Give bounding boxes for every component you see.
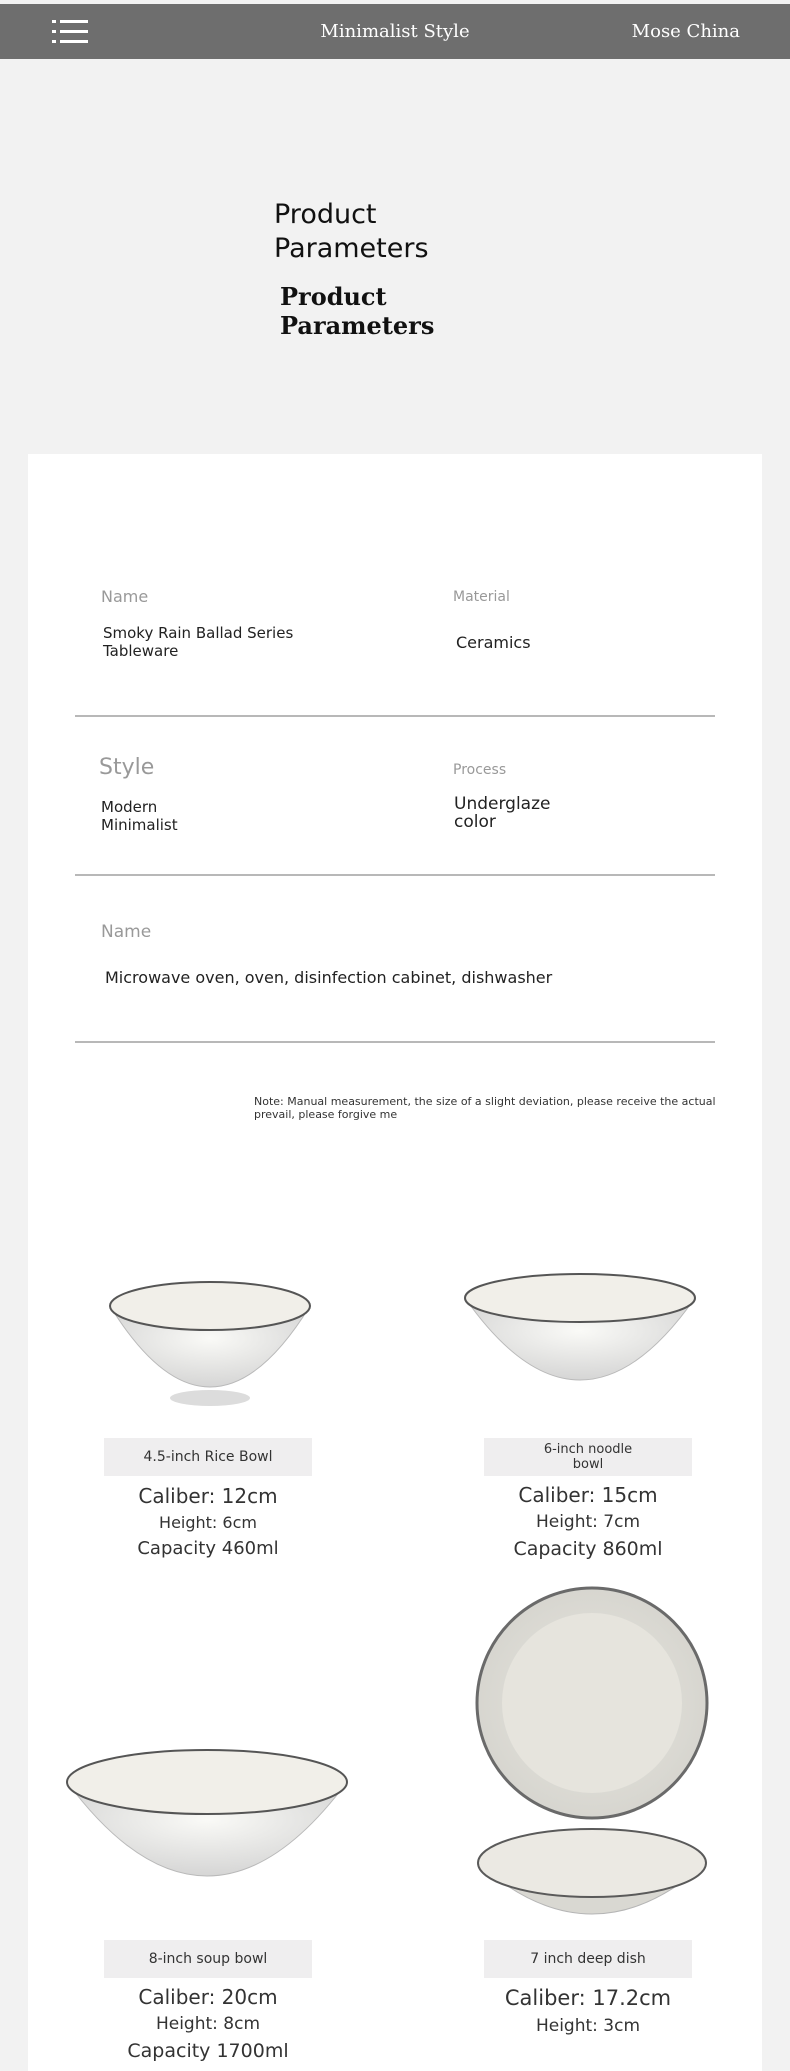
- style-value-line1: Modern: [101, 798, 158, 816]
- divider: [75, 874, 715, 876]
- process-label: Process: [453, 762, 507, 778]
- name-value-line2: Tableware: [103, 642, 179, 660]
- product-specs-rice-bowl: [104, 1482, 312, 1562]
- product-specs-deep-dish: [484, 1983, 692, 2039]
- height-text: Height: 6cm: [159, 1513, 257, 1532]
- rice-bowl-image: [100, 1268, 320, 1428]
- height-text: Height: 7cm: [535, 1512, 641, 1532]
- process-value-line1: Underglaze: [454, 794, 551, 814]
- product-specs-soup-bowl: [104, 1983, 312, 2065]
- tag-line2: bowl: [572, 1457, 604, 1472]
- caliber-text: Caliber: 17.2cm: [504, 1986, 672, 2010]
- caliber-text: Caliber: 20cm: [138, 1985, 278, 2009]
- soup-bowl-image: [62, 1740, 352, 1910]
- name-value-line1: Smoky Rain Ballad Series: [103, 624, 294, 642]
- divider: [75, 1041, 715, 1043]
- hero-title: [274, 198, 494, 266]
- name-label: Name: [101, 587, 149, 606]
- hero-subtitle: Product Parameters: [280, 282, 435, 340]
- product-tag-noodle-bowl: [484, 1438, 692, 1476]
- page-title: Minimalist Style: [320, 21, 470, 42]
- capacity-text: Capacity 1700ml: [127, 2040, 289, 2062]
- menu-list-icon[interactable]: [52, 19, 88, 45]
- product-tag-soup-bowl: 8-inch soup bowl: [104, 1940, 312, 1978]
- process-value-line2: color: [454, 812, 496, 832]
- deep-dish-image: [470, 1585, 720, 1925]
- note-line1: Note: Manual measurement, the size of a slight deviation, please receive the actual: [254, 1095, 716, 1108]
- height-text: Height: 8cm: [155, 2014, 261, 2034]
- usage-value: Microwave oven, oven, disinfection cabinet, dishwasher: [105, 968, 553, 987]
- process-value: [454, 795, 550, 831]
- material-value: Ceramics: [456, 633, 531, 652]
- note-line2: prevail, please forgive me: [254, 1108, 398, 1121]
- hero-title-line2: Parameters: [274, 233, 429, 264]
- product-tag-rice-bowl: 4.5-inch Rice Bowl: [104, 1438, 312, 1476]
- height-text: Height: 3cm: [535, 2016, 641, 2036]
- product-tag-deep-dish: 7 inch deep dish: [484, 1940, 692, 1978]
- style-label: Style: [99, 755, 155, 780]
- tag-line1: 6-inch noodle: [543, 1442, 633, 1457]
- hero-title-line1: Product: [274, 199, 377, 230]
- style-value: [101, 798, 178, 834]
- top-bar: [0, 4, 790, 59]
- divider: [75, 715, 715, 717]
- capacity-text: Capacity 860ml: [513, 1538, 663, 1560]
- brand-link[interactable]: Mose China: [631, 21, 740, 42]
- capacity-text: Capacity 460ml: [137, 1538, 279, 1559]
- product-specs-noodle-bowl: [484, 1481, 692, 1563]
- noodle-bowl-image: [460, 1262, 700, 1412]
- measurement-note: [254, 1095, 724, 1121]
- caliber-text: Caliber: 15cm: [518, 1483, 658, 1507]
- name-value: [103, 624, 293, 660]
- style-value-line2: Minimalist: [101, 816, 178, 834]
- usage-label: Name: [101, 922, 152, 942]
- caliber-text: Caliber: 12cm: [138, 1484, 278, 1508]
- material-label: Material: [453, 589, 510, 605]
